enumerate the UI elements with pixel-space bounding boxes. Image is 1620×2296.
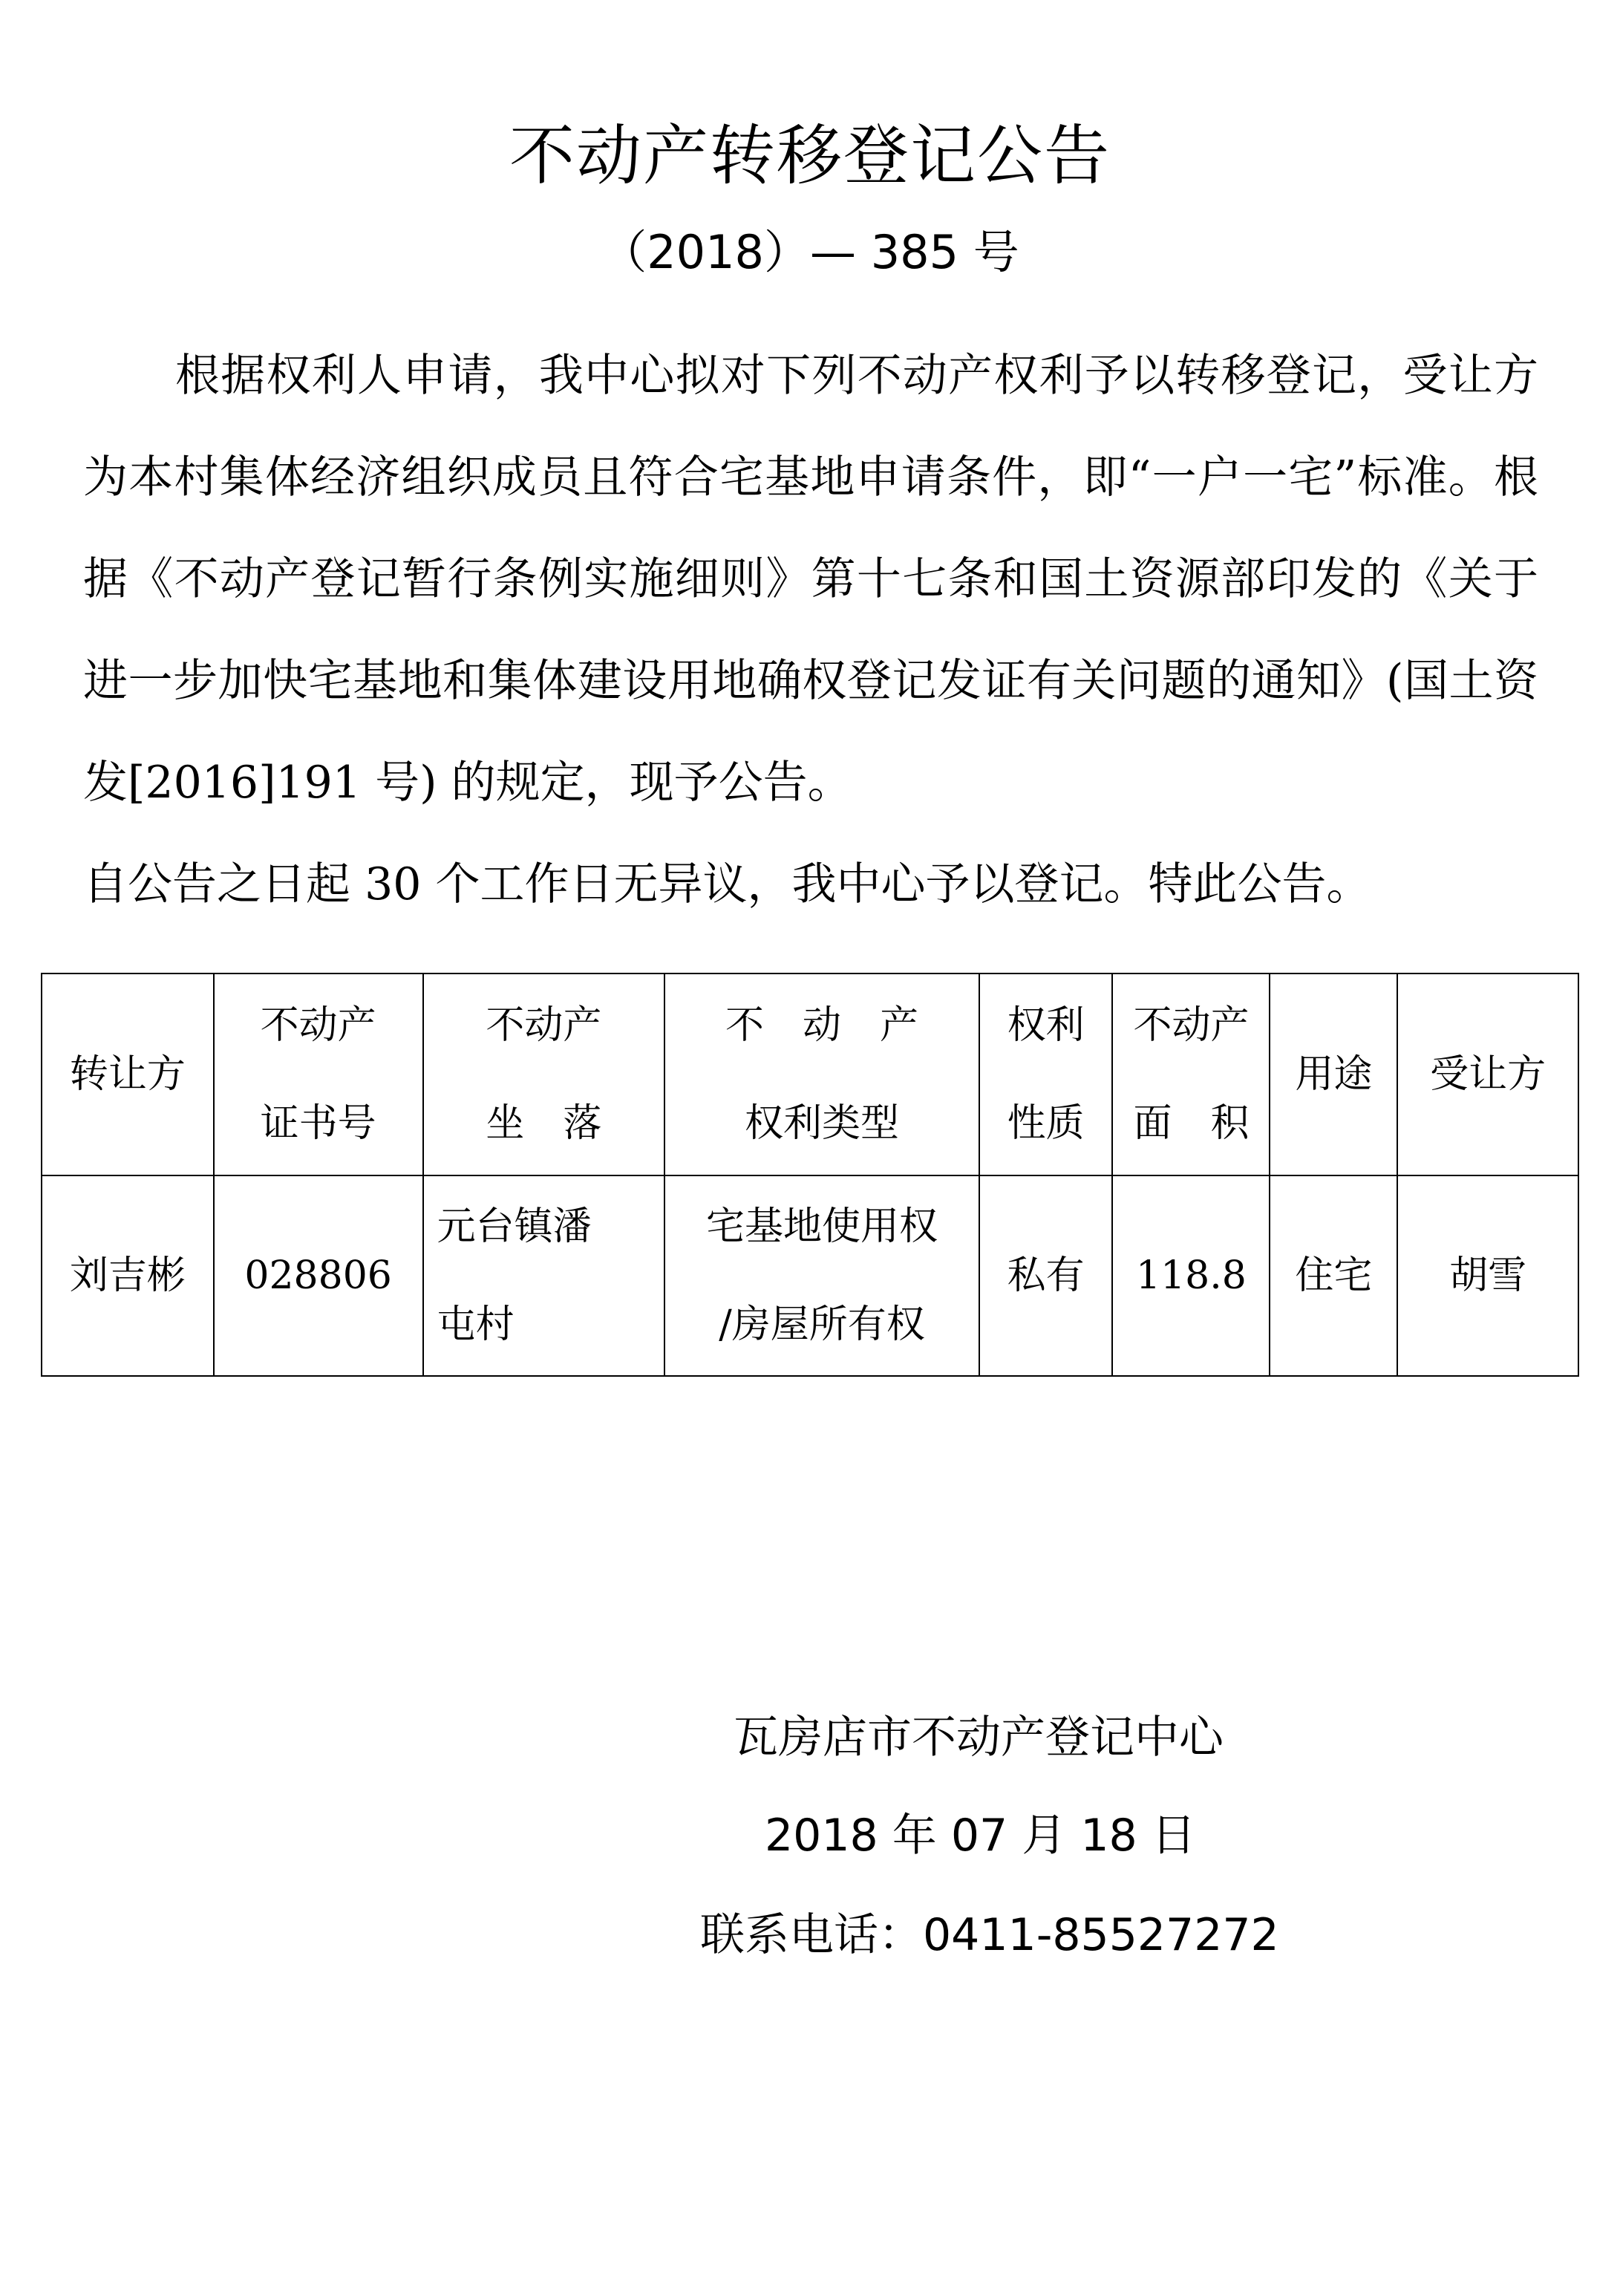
registry-table [41,973,1579,1377]
cell-usage: 住宅 [1270,1175,1397,1376]
notice-number: （2018）— 385 号 [601,225,1019,279]
header-area: 不动产 面 积 [1112,973,1270,1175]
notice-body [83,325,1538,936]
header-transferee: 受让方 [1397,973,1578,1175]
cell-transferee: 胡雪 [1397,1175,1578,1376]
contact-phone: 联系电话：0411-85527272 [700,1909,1279,1961]
header-right-type: 不 动 产 权利类型 [664,973,979,1175]
header-transferor: 转让方 [42,973,214,1175]
header-usage: 用途 [1270,973,1397,1175]
cell-location: 元台镇潘 屯村 [423,1175,665,1376]
notice-paragraph: 自公告之日起 30 个工作日无异议，我中心予以登记。特此公告。 [83,858,1371,910]
header-cert-no: 不动产 证书号 [214,973,423,1175]
header-location: 不动产 坐 落 [423,973,665,1175]
table-row [42,1175,1578,1376]
issuing-organization: 瓦房店市不动产登记中心 [734,1712,1224,1764]
notice-title: 不动产转移登记公告 [509,117,1111,194]
cell-right-type: 宅基地使用权 /房屋所有权 [664,1175,979,1376]
table-header-row [42,973,1578,1175]
cell-nature: 私有 [979,1175,1113,1376]
cell-cert-no: 028806 [214,1175,423,1376]
issue-date: 2018 年 07 月 18 日 [765,1810,1196,1862]
notice-paragraph: 根据权利人申请，我中心拟对下列不动产权利予以转移登记，受让方为本村集体经济组织成员且符合宅基地申请条件，即“一户一宅”标准。根据《不动产登记暂行条例实施细则》第十七条和国土资源部印发的《关于进一步加快宅基地和集体建设用地确权登记发证有关问题的通知》(国土资发[2016]191 号) 的规定，现予公告。 [83,350,1538,809]
header-nature: 权利 性质 [979,973,1113,1175]
cell-area: 118.8 [1112,1175,1270,1376]
cell-transferor: 刘吉彬 [42,1175,214,1376]
